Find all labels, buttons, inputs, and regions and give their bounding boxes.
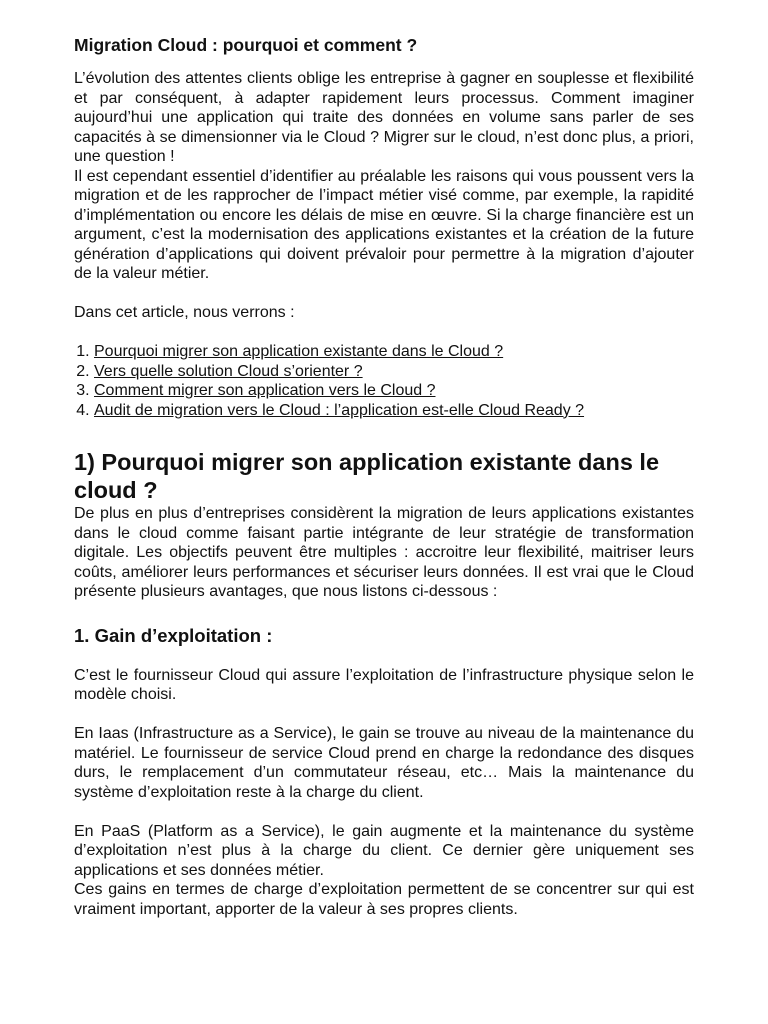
subsection-1-paragraph-3: En PaaS (Platform as a Service), le gain augmente et la maintenance du système d’exploitation n’est plus à la charge du client. Ce dernier gère uniquement ses applications et ses données métier. [74,822,694,879]
subsection-1-paragraph-1: C’est le fournisseur Cloud qui assure l’exploitation de l’infrastructure physique selon le modèle choisi. [74,666,694,703]
subsection-1-paragraph-4: Ces gains en termes de charge d’exploitation permettent de se concentrer sur qui est vraiment important, apporter de la valeur à ses propres clients. [74,881,694,918]
intro-paragraph-1: L’évolution des attentes clients oblige les entreprise à gagner en souplesse et flexibilité et par conséquent, à adapter rapidement leurs processus. Comment imaginer aujourd’hui une application qui traite des données en volume sans parler de ses capacités à se dimensionner via le Cloud ? Migrer sur le cloud, n’est donc plus, a priori, une question ! [74,70,694,165]
spacer [74,802,694,822]
table-of-contents [74,342,694,420]
toc-item [94,362,694,382]
section-1-paragraph: De plus en plus d’entreprises considèrent la migration de leurs applications existantes dans le cloud comme faisant partie intégrante de leur stratégie de transformation digitale. Les objectifs peuvent être multiples : accroitre leur flexibilité, maitriser leurs coûts, améliorer leurs performances et sécuriser leurs données. Il est vrai que le Cloud présente plusieurs avantages, que nous listons ci-dessous : [74,505,694,600]
toc-item [94,342,694,362]
document-title: Migration Cloud : pourquoi et comment ? [74,35,418,55]
spacer [74,602,694,624]
toc-link-how-migrate[interactable]: Comment migrer son application vers le Cloud ? [94,382,436,399]
subsection-1-paragraph-2: En Iaas (Infrastructure as a Service), le gain se trouve au niveau de la maintenance du matériel. Le fournisseur de service Cloud prend en charge la redondance des disques durs, le remplacement d’un commutateur réseau, etc… Mais la maintenance du système d’exploitation reste à la charge du client. [74,725,694,801]
intro-paragraph-2: Il est cependant essentiel d’identifier au préalable les raisons qui vous poussent vers la migration et de les rapprocher de l’impact métier visé comme, par exemple, la rapidité d’implémentation ou encore les délais de mise en œuvre. Si la charge financière est un argument, c’est la modernisation des applications existantes et la création de la future génération d’applications qui doivent prévaloir pour permettre à la migration d’ajouter de la valeur métier. [74,167,694,282]
toc-item [94,381,694,401]
toc-link-why-migrate[interactable]: Pourquoi migrer son application existante dans le Cloud ? [94,343,504,360]
spacer [74,420,694,448]
spacer [74,705,694,725]
spacer [74,648,694,666]
spacer [74,284,694,304]
spacer [74,323,694,343]
toc-link-which-solution[interactable]: Vers quelle solution Cloud s’orienter ? [94,362,363,380]
subsection-1-heading: 1. Gain d’exploitation : [74,624,273,646]
toc-intro: Dans cet article, nous verrons : [74,304,295,321]
toc-item [94,401,694,421]
toc-link-audit[interactable]: Audit de migration vers le Cloud : l’application est-elle Cloud Ready ? [94,401,585,419]
section-1-heading: 1) Pourquoi migrer son application existante dans le cloud ? [74,449,660,503]
